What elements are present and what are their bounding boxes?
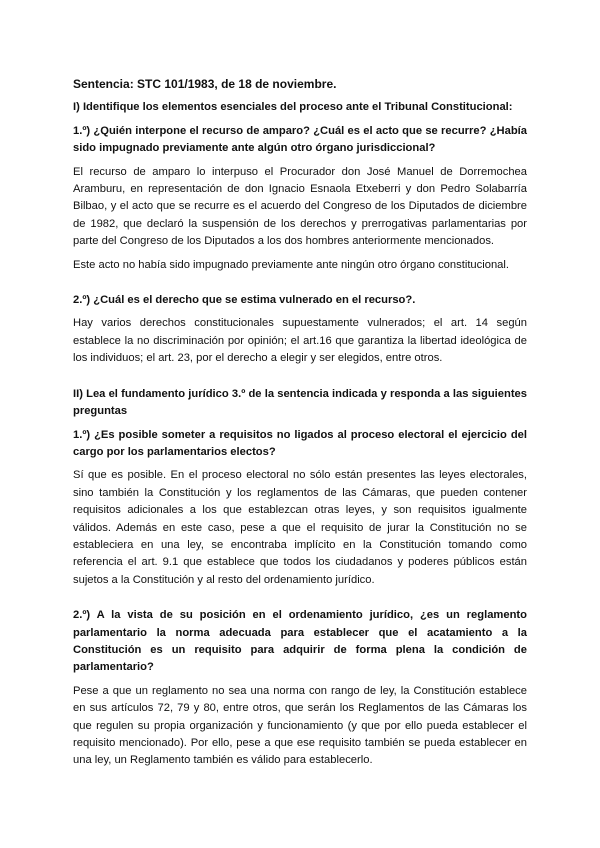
- spacer: [73, 374, 527, 386]
- document-title: Sentencia: STC 101/1983, de 18 de noviembre.: [73, 77, 337, 91]
- spacer: [73, 595, 527, 607]
- section2-question-1: 1.º) ¿Es posible someter a requisitos no ligados al proceso electoral el ejercicio del cargo por los parlamentarios electos?: [73, 428, 527, 458]
- section1-answer-1-paragraph-1: El recurso de amparo lo interpuso el Procurador don José Manuel de Dorremochea Aramburu, en representación de don Ignacio Esnaola Etxeberri y don Pedro Solabarría Bilbao, y el acto que se recurre es el acuerdo del Congreso de los Diputados de diciembre de 1982, que declaró la suspensión de los derechos y prerrogativas parlamentarias por parte del Congreso de los Diputados a los dos hombres anteriormente mencionados.: [73, 165, 527, 248]
- section1-question-2: 2.º) ¿Cuál es el derecho que se estima vulnerado en el recurso?.: [73, 294, 416, 307]
- section1-question-1: 1.º) ¿Quién interpone el recurso de amparo? ¿Cuál es el acto que se recurre? ¿Había sido impugnado previamente ante algún otro órgano jurisdiccional?: [73, 124, 527, 155]
- section1-answer-2: Hay varios derechos constitucionales supuestamente vulnerados; el art. 14 según establece la no discriminación por opinión; el art.16 que garantiza la libertad ideológica de los individuos; el art. 23, por el derecho a elegir y ser elegidos, entre otros.: [73, 317, 527, 365]
- section2-answer-2: Pese a que un reglamento no sea una norma con rango de ley, la Constitución establece en sus artículos 72, 79 y 80, entre otros, que serán los Reglamentos de las Cámaras los que regulen su propia organización y funcionamiento (y que por ello pueda establecer el requisito mencionado). Por ello, pese a que ese requisito también se pueda establecer en una ley, un Reglamento también es válido para establecerlo.: [73, 684, 527, 767]
- section1-heading: I) Identifique los elementos esenciales del proceso ante el Tribunal Constitucional:: [73, 101, 513, 114]
- spacer: [73, 280, 527, 292]
- section2-answer-1: Sí que es posible. En el proceso electoral no sólo están presentes las leyes electorales, sino también la Constitución y los reglamentos de las Cámaras, que pueden contener requisitos adicionales a los que establezcan otras leyes, y son requisitos igualmente válidos. Además en este caso, pese a que el requisito de jurar la Constitución no se estableciera en una ley, se encontraba implícito en la Constitución tomando como referencia el art. 9.1 que establece que todos los ciudadanos y poderes públicos están sujetos a la Constitución y al resto del ordenamiento jurídico.: [73, 469, 527, 586]
- section2-question-2: 2.º) A la vista de su posición en el ordenamiento jurídico, ¿es un reglamento parlamentario la norma adecuada para establecer que el acatamiento a la Constitución es un requisito para adquirir de forma plena la condición de parlamentario?: [73, 609, 527, 674]
- section1-answer-1-paragraph-2: Este acto no había sido impugnado previamente ante ningún otro órgano constitucional.: [73, 258, 509, 271]
- section2-heading: II) Lea el fundamento jurídico 3.º de la sentencia indicada y responda a las siguientes preguntas: [73, 387, 527, 418]
